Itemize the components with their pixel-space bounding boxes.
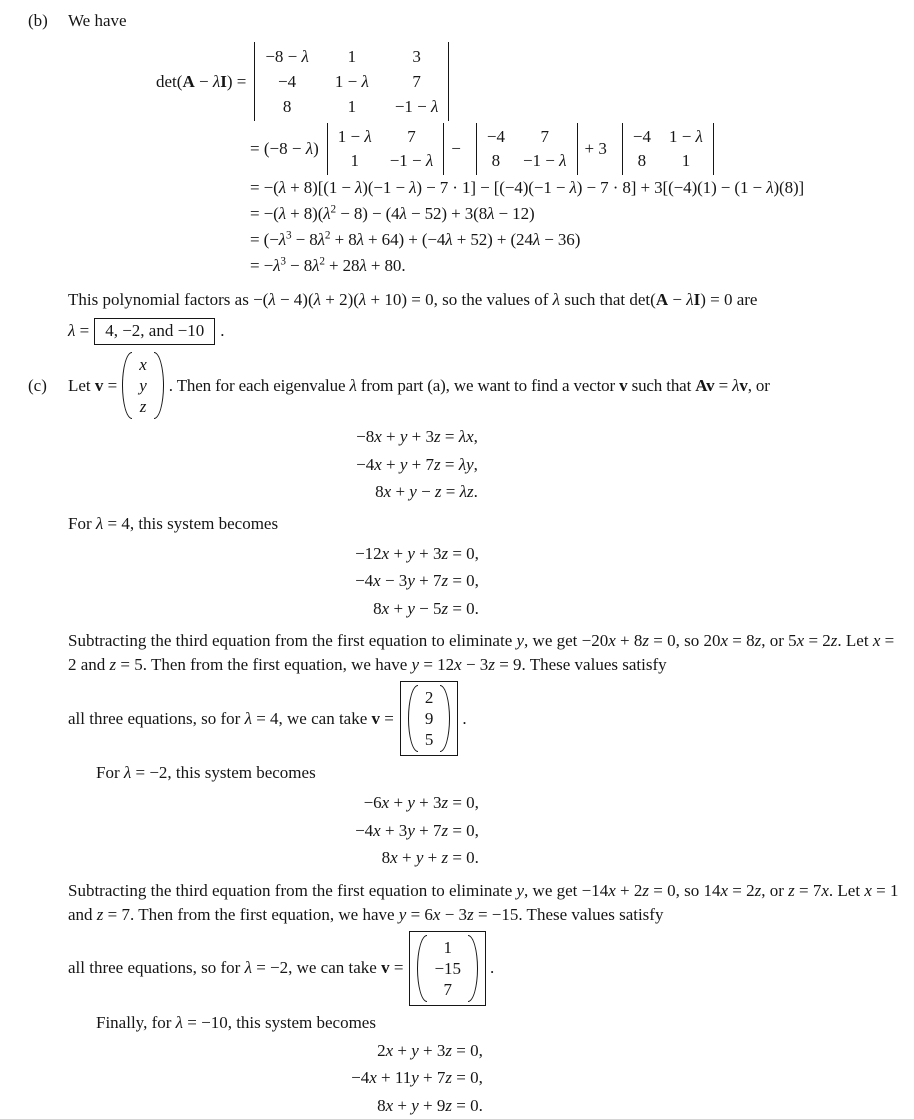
cofactor-prefix: = (−8 − λ) [250, 137, 319, 161]
period: . [220, 321, 224, 341]
matrix-cell: −4 [265, 69, 309, 94]
lambda-neg2-intro: For λ = −2, this system becomes [96, 761, 914, 785]
general-eigen-system [28, 423, 898, 506]
matrix-cell: 7 [390, 125, 434, 149]
eigenvector-4 [408, 685, 451, 752]
matrix-cell: 1 [669, 149, 703, 173]
equation: 8x + y + z = 0. [355, 844, 479, 872]
expansion-step: = $-(\lambda + 8)(\lambda^2 - 8) - (4\lambda - 52) + 3(8\lambda - 12)$ [250, 201, 898, 227]
matrix-cell: 3 [395, 44, 439, 69]
matrix-cell: 1 [338, 149, 372, 173]
vector-entry: 7 [443, 979, 452, 1000]
lambda-neg2-system [28, 789, 898, 872]
matrix-cell: −4 [487, 125, 505, 149]
eigenvector-answer-box [400, 681, 459, 756]
vector-entry: z [140, 396, 147, 417]
vector-entry: 9 [425, 708, 434, 729]
matrix-cell: 8 [633, 149, 651, 173]
expansion-step: = $(-\lambda^3 - 8\lambda^2 + 8\lambda + 64) + (-4\lambda + 52) + (24\lambda - 36)$ [250, 227, 898, 253]
paren-right [154, 352, 164, 419]
matrix-cell: 7 [523, 125, 567, 149]
expansion-step: = $-\lambda^3 - 8\lambda^2 + 28\lambda + 80$. [250, 253, 898, 279]
equation: −12x + y + 3z = 0, [355, 540, 479, 568]
let-v-equals: Let v = [68, 376, 117, 396]
paren-left [122, 352, 132, 419]
equation: −6x + y + 3z = 0, [355, 789, 479, 817]
matrix-cell: 8 [265, 94, 309, 119]
minor-determinant-1 [327, 123, 445, 175]
paren-right [468, 935, 478, 1002]
lambda-4-solving-paragraph: Subtracting the third equation from the first equation to eliminate y, we get −20x + 8z = 0, so 20x = 8z, or 5x = 2z. Let x = 2 and z = 5. Then from the first equation, we have y = 12x − 3z = 9. These values satisfy [68, 629, 900, 677]
matrix-cell: −1 − λ [523, 149, 567, 173]
vector-entry: y [139, 375, 147, 396]
eigenvalues-answer-line [68, 314, 898, 348]
paren-left [408, 685, 418, 752]
matrix-cell: −1 − λ [395, 94, 439, 119]
factoring-paragraph: This polynomial factors as −(λ − 4)(λ + 2)(λ + 10) = 0, so the values of λ such that det(A − λI) = 0 are [68, 288, 900, 312]
eigenvalues-answer-box: 4, −2, and −10 [94, 318, 215, 345]
vector-entry: 1 [443, 937, 452, 958]
take-v-text: all three equations, so for λ = 4, we can take v = [68, 709, 394, 729]
equation: −8x + y + 3z = λx, [356, 423, 478, 451]
det-equation [156, 42, 898, 121]
minor-determinant-2 [476, 123, 578, 175]
minus-operator: − [451, 137, 461, 161]
equation: 8x + y − 5z = 0. [355, 595, 479, 623]
part-c-intro-text: . Then for each eigenvalue λ from part (a), we want to find a vector v such that Av = λv, or [169, 376, 770, 396]
matrix-cell: 7 [395, 69, 439, 94]
expansion-step: = −(λ + 8)[(1 − λ)(−1 − λ) − 7 · 1] − [(−4)(−1 − λ) − 7 · 8] + 3[(−4)(1) − (1 − λ)(8)] [250, 175, 898, 201]
equation: −4x + y + 7z = λy, [356, 451, 478, 479]
vector-entry: x [139, 354, 147, 375]
period: . [490, 958, 494, 978]
matrix-cell: 8 [487, 149, 505, 173]
equation: 8x + y + 9z = 0. [351, 1092, 483, 1119]
lambda-neg10-intro: Finally, for λ = −10, this system becomes [96, 1011, 914, 1035]
lambda-4-system [28, 540, 898, 623]
determinant-bar-right [448, 42, 449, 121]
part-b-intro: We have [68, 10, 127, 32]
paren-left [417, 935, 427, 1002]
matrix-cell: −4 [633, 125, 651, 149]
matrix-cell: 1 − λ [335, 69, 369, 94]
eigenvector-neg2 [417, 935, 478, 1002]
equation: −4x − 3y + 7z = 0, [355, 567, 479, 595]
matrix-cell: 1 − λ [338, 125, 372, 149]
lambda-4-eigenvector-line [68, 681, 898, 756]
part-b-label: (b) [28, 10, 68, 32]
equation: 2x + y + 3z = 0, [351, 1037, 483, 1065]
part-b-header [28, 10, 898, 32]
matrix-cell: 1 [335, 44, 369, 69]
vector-entry: −15 [434, 958, 461, 979]
take-v-text: all three equations, so for λ = −2, we can take v = [68, 958, 403, 978]
matrix-3x3-determinant [254, 42, 449, 121]
cofactor-expansion-line [250, 123, 898, 175]
lambda-neg10-system [28, 1037, 898, 1119]
lambda-equals: λ = [68, 321, 89, 341]
lambda-neg2-solving-paragraph: Subtracting the third equation from the first equation to eliminate y, we get −14x + 2z = 0, so 14x = 2z, or z = 7x. Let x = 1 and z = 7. Then from the first equation, we have y = 6x − 3z = −15. These values satisfy [68, 879, 900, 927]
eigenvector-answer-box [409, 931, 486, 1006]
equation: −4x + 3y + 7z = 0, [355, 817, 479, 845]
minor-determinant-3 [622, 123, 714, 175]
period: . [462, 709, 466, 729]
lambda-4-intro: For λ = 4, this system becomes [68, 512, 900, 536]
matrix-cell: −8 − λ [265, 44, 309, 69]
xyz-vector [122, 352, 164, 419]
paren-right [440, 685, 450, 752]
vector-entry: 2 [425, 687, 434, 708]
equation: −4x + 11y + 7z = 0, [351, 1064, 483, 1092]
part-c-intro-row [28, 352, 898, 419]
vector-entry: 5 [425, 729, 434, 750]
part-c-label: (c) [28, 376, 68, 396]
matrix-cell: −1 − λ [390, 149, 434, 173]
matrix-cell: 1 − λ [669, 125, 703, 149]
equation: 8x + y − z = λz. [356, 478, 478, 506]
lambda-neg2-eigenvector-line [68, 931, 898, 1006]
plus-3-operator: + 3 [585, 137, 607, 161]
det-lhs: det(A − λI) = [156, 72, 246, 92]
matrix-cell: 1 [335, 94, 369, 119]
